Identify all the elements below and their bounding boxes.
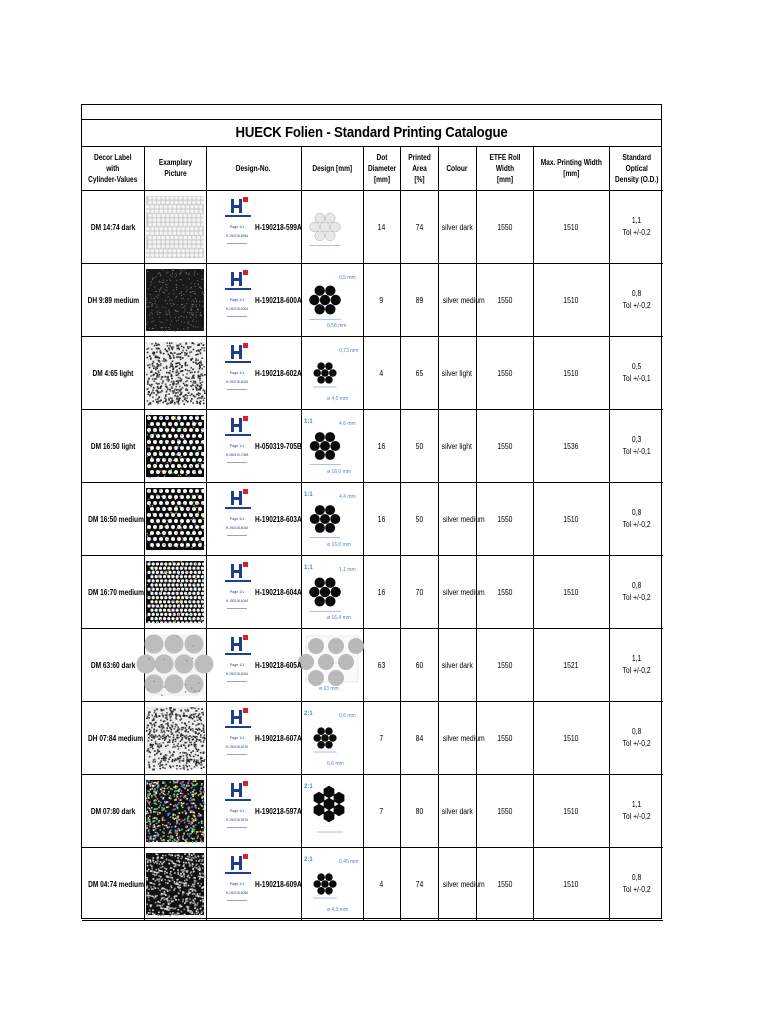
- example-picture-cell: [144, 629, 206, 702]
- design-no-cell: [206, 483, 301, 556]
- printed-area-cell: 80: [400, 775, 438, 848]
- table-row: [82, 264, 663, 337]
- svg-text:Page 1/1: Page 1/1: [229, 663, 244, 667]
- col-header: Max. Printing Width [mm]: [533, 146, 609, 191]
- design-number: H-190218-600A: [254, 295, 302, 305]
- col-header: Examplary Picture: [144, 146, 206, 191]
- decor-label-cell: DM 07:80 dark: [82, 775, 144, 848]
- design-drawing: [303, 267, 361, 333]
- dot-diameter-cell: 16: [363, 483, 400, 556]
- svg-text:Page 1/1: Page 1/1: [229, 590, 244, 594]
- dimension-label: ø 4,3 mm: [327, 907, 349, 913]
- svg-text:H-190218-609A: H-190218-609A: [225, 891, 248, 895]
- svg-text:H-190218-599A: H-190218-599A: [225, 234, 248, 238]
- col-header: Design [mm]: [301, 146, 363, 191]
- decor-label-cell: DM 04:74 medium: [82, 848, 144, 921]
- catalogue-sheet: [81, 104, 662, 919]
- roll-width-cell: 1550: [476, 264, 533, 337]
- catalogue-table: [82, 146, 663, 921]
- dimension-label: ø 16,4 mm: [327, 615, 351, 621]
- optical-density-cell: 0,5 Tol +/-0,1: [609, 337, 663, 410]
- example-picture: [146, 707, 204, 769]
- design-drawing: [303, 559, 361, 625]
- design-no-cell: [206, 775, 301, 848]
- col-header: Standard Optical Density (O.D.): [609, 146, 663, 191]
- roll-width-cell: 1550: [476, 337, 533, 410]
- optical-density-cell: 0,8 Tol +/-0,2: [609, 848, 663, 921]
- design-drawing: [303, 340, 361, 406]
- max-printing-width-cell: 1510: [533, 483, 609, 556]
- hueck-logo-sheet: [217, 781, 257, 841]
- max-printing-width-cell: 1510: [533, 702, 609, 775]
- dimension-label: 0,5 mm: [339, 275, 356, 281]
- svg-text:Page 1/1: Page 1/1: [229, 809, 244, 813]
- roll-width-cell: 1550: [476, 702, 533, 775]
- printed-area-cell: 50: [400, 483, 438, 556]
- dimension-label: 0,58 mm: [327, 323, 347, 329]
- design-drawing: [303, 486, 361, 552]
- scale-label: 2:1: [304, 784, 313, 790]
- design-no-cell: [206, 556, 301, 629]
- col-header: ETFE Roll Width [mm]: [476, 146, 533, 191]
- decor-label-cell: DM 16:50 light: [82, 410, 144, 483]
- roll-width-cell: 1550: [476, 848, 533, 921]
- table-row: [82, 191, 663, 264]
- col-header: Design-No.: [206, 146, 301, 191]
- hueck-logo-sheet: [217, 197, 257, 257]
- optical-density-cell: 1,1 Tol +/-0,2: [609, 775, 663, 848]
- decor-label-cell: DH 07:84 medium: [82, 702, 144, 775]
- table-row: [82, 702, 663, 775]
- design-number: H-190218-603A: [254, 514, 302, 524]
- printed-area-cell: 65: [400, 337, 438, 410]
- example-picture: [146, 269, 204, 331]
- svg-text:H-190218-607A: H-190218-607A: [225, 745, 248, 749]
- example-picture: [146, 415, 204, 477]
- design-number: H-190218-609A: [254, 879, 302, 889]
- svg-text:Page 1/1: Page 1/1: [229, 298, 244, 302]
- table-row: [82, 629, 663, 702]
- colour-cell: silver dark: [438, 191, 476, 264]
- design-number: H-190218-597A: [254, 806, 302, 816]
- svg-text:H-190218-602A: H-190218-602A: [225, 380, 248, 384]
- hueck-logo-sheet: [217, 562, 257, 622]
- example-picture-cell: [144, 702, 206, 775]
- svg-text:H-190218-603A: H-190218-603A: [225, 526, 248, 530]
- example-picture-cell: [144, 775, 206, 848]
- hueck-logo-sheet: [217, 489, 257, 549]
- max-printing-width-cell: 1510: [533, 775, 609, 848]
- colour-cell: silver dark: [438, 629, 476, 702]
- dimension-label: 6,6 mm: [327, 761, 344, 767]
- table-row: [82, 775, 663, 848]
- scale-label: 1:1: [304, 565, 313, 571]
- table-row: [82, 410, 663, 483]
- example-picture: [146, 196, 204, 258]
- table-row: [82, 556, 663, 629]
- printed-area-cell: 89: [400, 264, 438, 337]
- hueck-logo-sheet: [217, 708, 257, 768]
- design-number: H-190218-599A: [254, 222, 302, 232]
- design-no-cell: [206, 191, 301, 264]
- roll-width-cell: 1550: [476, 629, 533, 702]
- example-picture: [146, 561, 204, 623]
- dot-diameter-cell: 7: [363, 702, 400, 775]
- colour-cell: silver medium: [438, 264, 476, 337]
- decor-label-cell: DM 4:65 light: [82, 337, 144, 410]
- colour-cell: silver medium: [438, 483, 476, 556]
- dimension-label: 4,4 mm: [339, 494, 356, 500]
- max-printing-width-cell: 1510: [533, 191, 609, 264]
- svg-text:Page 1/1: Page 1/1: [229, 371, 244, 375]
- max-printing-width-cell: 1510: [533, 556, 609, 629]
- dimension-label: 4,6 mm: [339, 421, 356, 427]
- example-picture: [146, 853, 204, 915]
- col-header: Printed Area [%]: [400, 146, 438, 191]
- printed-area-cell: 60: [400, 629, 438, 702]
- roll-width-cell: 1550: [476, 483, 533, 556]
- dimension-label: ø 63 mm: [319, 686, 339, 692]
- col-header: Decor Label with Cylinder-Values: [82, 146, 144, 191]
- max-printing-width-cell: 1510: [533, 264, 609, 337]
- table-row: [82, 848, 663, 921]
- roll-width-cell: 1550: [476, 191, 533, 264]
- hueck-logo-sheet: [217, 854, 257, 914]
- example-picture-cell: [144, 556, 206, 629]
- printed-area-cell: 70: [400, 556, 438, 629]
- design-number: H-190218-607A: [254, 733, 302, 743]
- scale-label: 2:1: [304, 711, 313, 717]
- optical-density-cell: 0,8 Tol +/-0,2: [609, 556, 663, 629]
- decor-label-cell: DM 63:60 dark: [82, 629, 144, 702]
- colour-cell: silver medium: [438, 556, 476, 629]
- optical-density-cell: 0,8 Tol +/-0,2: [609, 483, 663, 556]
- design-no-cell: [206, 410, 301, 483]
- max-printing-width-cell: 1510: [533, 848, 609, 921]
- decor-label-cell: DM 16:50 medium: [82, 483, 144, 556]
- printed-area-cell: 74: [400, 191, 438, 264]
- hueck-logo-sheet: [217, 635, 257, 695]
- example-picture-cell: [144, 191, 206, 264]
- dimension-label: 0,6 mm: [339, 713, 356, 719]
- max-printing-width-cell: 1521: [533, 629, 609, 702]
- dot-diameter-cell: 16: [363, 556, 400, 629]
- optical-density-cell: 0,3 Tol +/-0,1: [609, 410, 663, 483]
- col-header: Dot Diameter [mm]: [363, 146, 400, 191]
- example-picture: [146, 634, 204, 696]
- dot-diameter-cell: 9: [363, 264, 400, 337]
- decor-label-cell: DM 16:70 medium: [82, 556, 144, 629]
- design-drawing: [303, 705, 361, 771]
- design-no-cell: [206, 337, 301, 410]
- design-no-cell: [206, 264, 301, 337]
- example-picture-cell: [144, 848, 206, 921]
- dot-diameter-cell: 14: [363, 191, 400, 264]
- roll-width-cell: 1550: [476, 775, 533, 848]
- colour-cell: silver medium: [438, 702, 476, 775]
- table-row: [82, 337, 663, 410]
- design-number: H-190218-602A: [254, 368, 302, 378]
- hueck-logo-sheet: [217, 270, 257, 330]
- hueck-logo-sheet: [217, 343, 257, 403]
- optical-density-cell: 0,8 Tol +/-0,2: [609, 264, 663, 337]
- svg-text:Page 1/1: Page 1/1: [229, 517, 244, 521]
- svg-text:H-190218-597A: H-190218-597A: [225, 818, 248, 822]
- printed-area-cell: 84: [400, 702, 438, 775]
- table-row: [82, 483, 663, 556]
- dot-diameter-cell: 16: [363, 410, 400, 483]
- design-drawing: [303, 413, 361, 479]
- design-drawing: [303, 778, 361, 844]
- design-drawing: [303, 194, 361, 260]
- design-no-cell: [206, 848, 301, 921]
- dimension-label: 1,1 mm: [339, 567, 356, 573]
- colour-cell: silver dark: [438, 775, 476, 848]
- svg-text:Page 1/1: Page 1/1: [229, 444, 244, 448]
- colour-cell: silver light: [438, 410, 476, 483]
- svg-text:H-190218-604A: H-190218-604A: [225, 599, 248, 603]
- dimension-label: 0,45 mm: [339, 859, 359, 865]
- dimension-label: 0,73 mm: [339, 348, 359, 354]
- dot-diameter-cell: 4: [363, 848, 400, 921]
- scale-label: 1:1: [304, 492, 313, 498]
- catalogue-title: HUECK Folien - Standard Printing Catalogue: [235, 124, 508, 141]
- design-number: H-190218-604A: [254, 587, 302, 597]
- optical-density-cell: 0,8 Tol +/-0,2: [609, 702, 663, 775]
- example-picture-cell: [144, 410, 206, 483]
- example-picture: [146, 488, 204, 550]
- design-drawing: [303, 851, 361, 917]
- optical-density-cell: 1,1 Tol +/-0,2: [609, 629, 663, 702]
- design-no-cell: [206, 702, 301, 775]
- roll-width-cell: 1550: [476, 556, 533, 629]
- example-picture-cell: [144, 337, 206, 410]
- dot-diameter-cell: 63: [363, 629, 400, 702]
- decor-label-cell: DH 9:89 medium: [82, 264, 144, 337]
- hueck-logo-sheet: [217, 416, 257, 476]
- example-picture: [146, 342, 204, 404]
- example-picture-cell: [144, 264, 206, 337]
- optical-density-cell: 1,1 Tol +/-0,2: [609, 191, 663, 264]
- scale-label: 1:1: [304, 419, 313, 425]
- printed-area-cell: 50: [400, 410, 438, 483]
- printed-area-cell: 74: [400, 848, 438, 921]
- dot-diameter-cell: 7: [363, 775, 400, 848]
- col-header: Colour: [438, 146, 476, 191]
- design-no-cell: [206, 629, 301, 702]
- dimension-label: ø 16,0 mm: [327, 542, 351, 548]
- svg-text:H-190218-605A: H-190218-605A: [225, 672, 248, 676]
- svg-text:Page 1/1: Page 1/1: [229, 882, 244, 886]
- roll-width-cell: 1550: [476, 410, 533, 483]
- example-picture: [146, 780, 204, 842]
- scale-label: 2:1: [304, 857, 313, 863]
- dimension-label: ø 4,0 mm: [327, 396, 349, 402]
- design-number: H-190218-605A: [254, 660, 302, 670]
- example-picture-cell: [144, 483, 206, 556]
- max-printing-width-cell: 1536: [533, 410, 609, 483]
- design-number: H-050319-705B: [254, 441, 302, 451]
- svg-text:Page 1/1: Page 1/1: [229, 225, 244, 229]
- design-drawing: [303, 632, 361, 698]
- header-row: [82, 146, 663, 191]
- svg-text:H-190218-600A: H-190218-600A: [225, 307, 248, 311]
- svg-text:Page 1/1: Page 1/1: [229, 736, 244, 740]
- colour-cell: silver medium: [438, 848, 476, 921]
- max-printing-width-cell: 1510: [533, 337, 609, 410]
- dot-diameter-cell: 4: [363, 337, 400, 410]
- svg-text:H-050319-705B: H-050319-705B: [225, 453, 248, 457]
- dimension-label: ø 16,0 mm: [327, 469, 351, 475]
- decor-label-cell: DM 14:74 dark: [82, 191, 144, 264]
- colour-cell: silver light: [438, 337, 476, 410]
